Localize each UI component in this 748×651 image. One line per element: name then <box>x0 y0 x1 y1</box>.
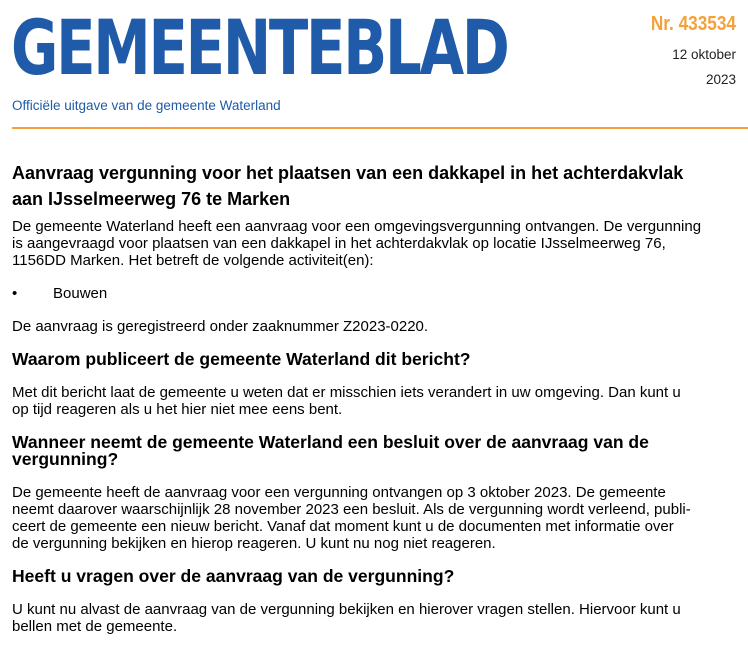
paragraph-line: neemt daarover waarschijnlijk 28 november 2023 een besluit. Als de vergunning wordt verleend, publi- <box>12 501 691 518</box>
section-heading-questions: Heeft u vragen over de aanvraag van de vergunning? <box>12 566 455 586</box>
issue-number: Nr. 433534 <box>650 13 736 35</box>
activity-label: Bouwen <box>53 285 108 302</box>
bullet-icon: • <box>12 285 18 302</box>
paragraph-line: 1156DD Marken. Het betreft de volgende activiteit(en): <box>12 252 374 269</box>
paragraph-line: Met dit bericht laat de gemeente u weten dat er misschien iets verandert in uw omgeving. Dan kunt u <box>12 384 681 401</box>
paragraph-line: De gemeente Waterland heeft een aanvraag voor een omgevingsvergunning ontvangen. De vergunning <box>12 218 702 235</box>
issue-year: 2023 <box>705 72 736 87</box>
document-title <box>12 160 742 212</box>
section-paragraph-when <box>12 484 742 552</box>
section-heading-why: Waarom publiceert de gemeente Waterland dit bericht? <box>12 349 471 369</box>
document-title-line: Aanvraag vergunning voor het plaatsen van een dakkapel in het achterdakvlak <box>12 163 684 183</box>
publication-subtitle: Officiële uitgave van de gemeente Waterland <box>12 98 281 113</box>
section-heading-when: Wanneer neemt de gemeente Waterland een besluit over de aanvraag van de vergunning? <box>12 432 649 469</box>
registration-paragraph: De aanvraag is geregistreerd onder zaaknummer Z2023-0220. <box>12 318 429 335</box>
header-divider <box>12 127 748 129</box>
intro-paragraph <box>12 218 742 269</box>
paragraph-line: de vergunning bekijken en hierop reageren. U kunt nu nog niet reageren. <box>12 535 496 552</box>
paragraph-line: op tijd reageren als u het hier niet mee eens bent. <box>12 401 343 418</box>
publication-title: GEMEENTEBLAD <box>11 3 508 92</box>
list-item <box>12 285 742 302</box>
activity-list <box>12 285 742 302</box>
paragraph-line: is aangevraagd voor plaatsen van een dakkapel in het achterdakvlak op locatie IJsselmeerweg 76, <box>12 235 666 252</box>
paragraph-line: ceert de gemeente een nieuw bericht. Vanaf dat moment kunt u de documenten met informatie over <box>12 518 674 535</box>
document-body <box>12 160 742 651</box>
issue-date: 12 oktober <box>672 47 736 62</box>
paragraph-line: bellen met de gemeente. <box>12 618 178 635</box>
paragraph-line: De gemeente heeft de aanvraag voor een vergunning ontvangen op 3 oktober 2023. De gemeente <box>12 484 666 501</box>
section-paragraph-why <box>12 384 742 418</box>
section-paragraph-questions <box>12 601 742 635</box>
masthead <box>0 0 748 132</box>
paragraph-line: U kunt nu alvast de aanvraag van de vergunning bekijken en hierover vragen stellen. Hiervoor kunt u <box>12 601 681 618</box>
document-title-line: aan IJsselmeerweg 76 te Marken <box>12 189 291 209</box>
